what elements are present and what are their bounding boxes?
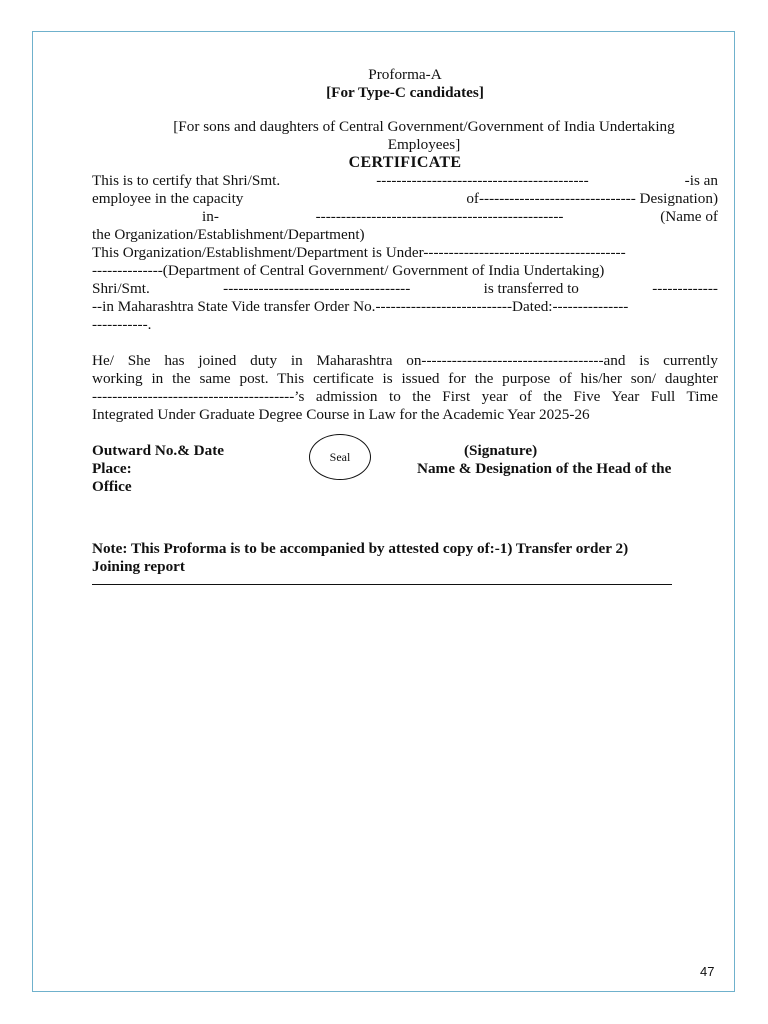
signature-block <box>92 442 718 494</box>
body-line-13: Integrated Under Graduate Degree Course in Law for the Academic Year 2025-26 <box>92 406 590 423</box>
text-is-an: -is an <box>684 172 718 189</box>
note-line-2: Joining report <box>92 558 185 575</box>
office-label: Office <box>92 478 132 495</box>
blank-organization: ------------------------------------------------- <box>315 208 564 225</box>
body-line-6: --------------(Department of Central Government/ Government of India Undertaking) <box>92 262 605 279</box>
body-line-8: --in Maharashtra State Vide transfer Order No.---------------------------Dated:--------------- <box>92 298 629 315</box>
note <box>92 540 718 576</box>
candidate-type: [For Type-C candidates] <box>326 84 484 101</box>
body-line-12: ----------------------------------------’s admission to the First year of the Five Year Full Time <box>92 388 718 405</box>
blank-employee-name: ------------------------------------- <box>223 280 411 297</box>
outward-no-label: Outward No.& Date <box>92 442 225 459</box>
subtitle-line-2: Employees] <box>387 136 461 153</box>
body-line-7 <box>92 280 718 298</box>
text-name-of: (Name of <box>660 208 718 225</box>
blank-name: ------------------------------------------ <box>376 172 589 189</box>
document-body <box>92 66 718 585</box>
text-capacity: employee in the capacity <box>92 190 244 207</box>
blank-transfer-place: ------------- <box>652 280 718 297</box>
body-line-5: This Organization/Establishment/Department is Under---------------------------------------- <box>92 244 626 261</box>
subtitle-line-1: [For sons and daughters of Central Government/Government of India Undertaking <box>173 118 675 135</box>
paragraph-gap <box>92 334 718 352</box>
note-line-1: Note: This Proforma is to be accompanied by attested copy of:-1) Transfer order 2) <box>92 540 629 557</box>
body-line-1 <box>92 172 718 190</box>
subtitle <box>92 118 718 154</box>
proforma-title: Proforma-A <box>368 66 442 83</box>
body-line-2 <box>92 190 718 208</box>
seal-label: Seal <box>329 450 351 464</box>
head-of-office-label: Name & Designation of the Head of the <box>417 460 672 477</box>
seal-circle <box>309 434 371 480</box>
page-number: 47 <box>700 964 715 979</box>
certificate-title: CERTIFICATE <box>348 154 462 171</box>
blank-designation: of------------------------------- Designation) <box>466 190 718 207</box>
signature-label: (Signature) <box>464 442 538 459</box>
body-line-10: He/ She has joined duty in Maharashtra on------------------------------------and is currently <box>92 352 718 369</box>
place-label: Place: <box>92 460 132 477</box>
text-certify: This is to certify that Shri/Smt. <box>92 172 281 189</box>
text-shri-smt: Shri/Smt. <box>92 280 150 297</box>
bottom-rule <box>92 584 672 585</box>
document-header <box>92 66 718 102</box>
body-line-3 <box>92 208 718 226</box>
body-line-11: working in the same post. This certificate is issued for the purpose of his/her son/ daughter <box>92 370 718 387</box>
body-line-9: -----------. <box>92 316 152 333</box>
body-line-4: the Organization/Establishment/Department) <box>92 226 365 243</box>
text-transferred: is transferred to <box>483 280 579 297</box>
text-in: in- <box>202 208 219 225</box>
